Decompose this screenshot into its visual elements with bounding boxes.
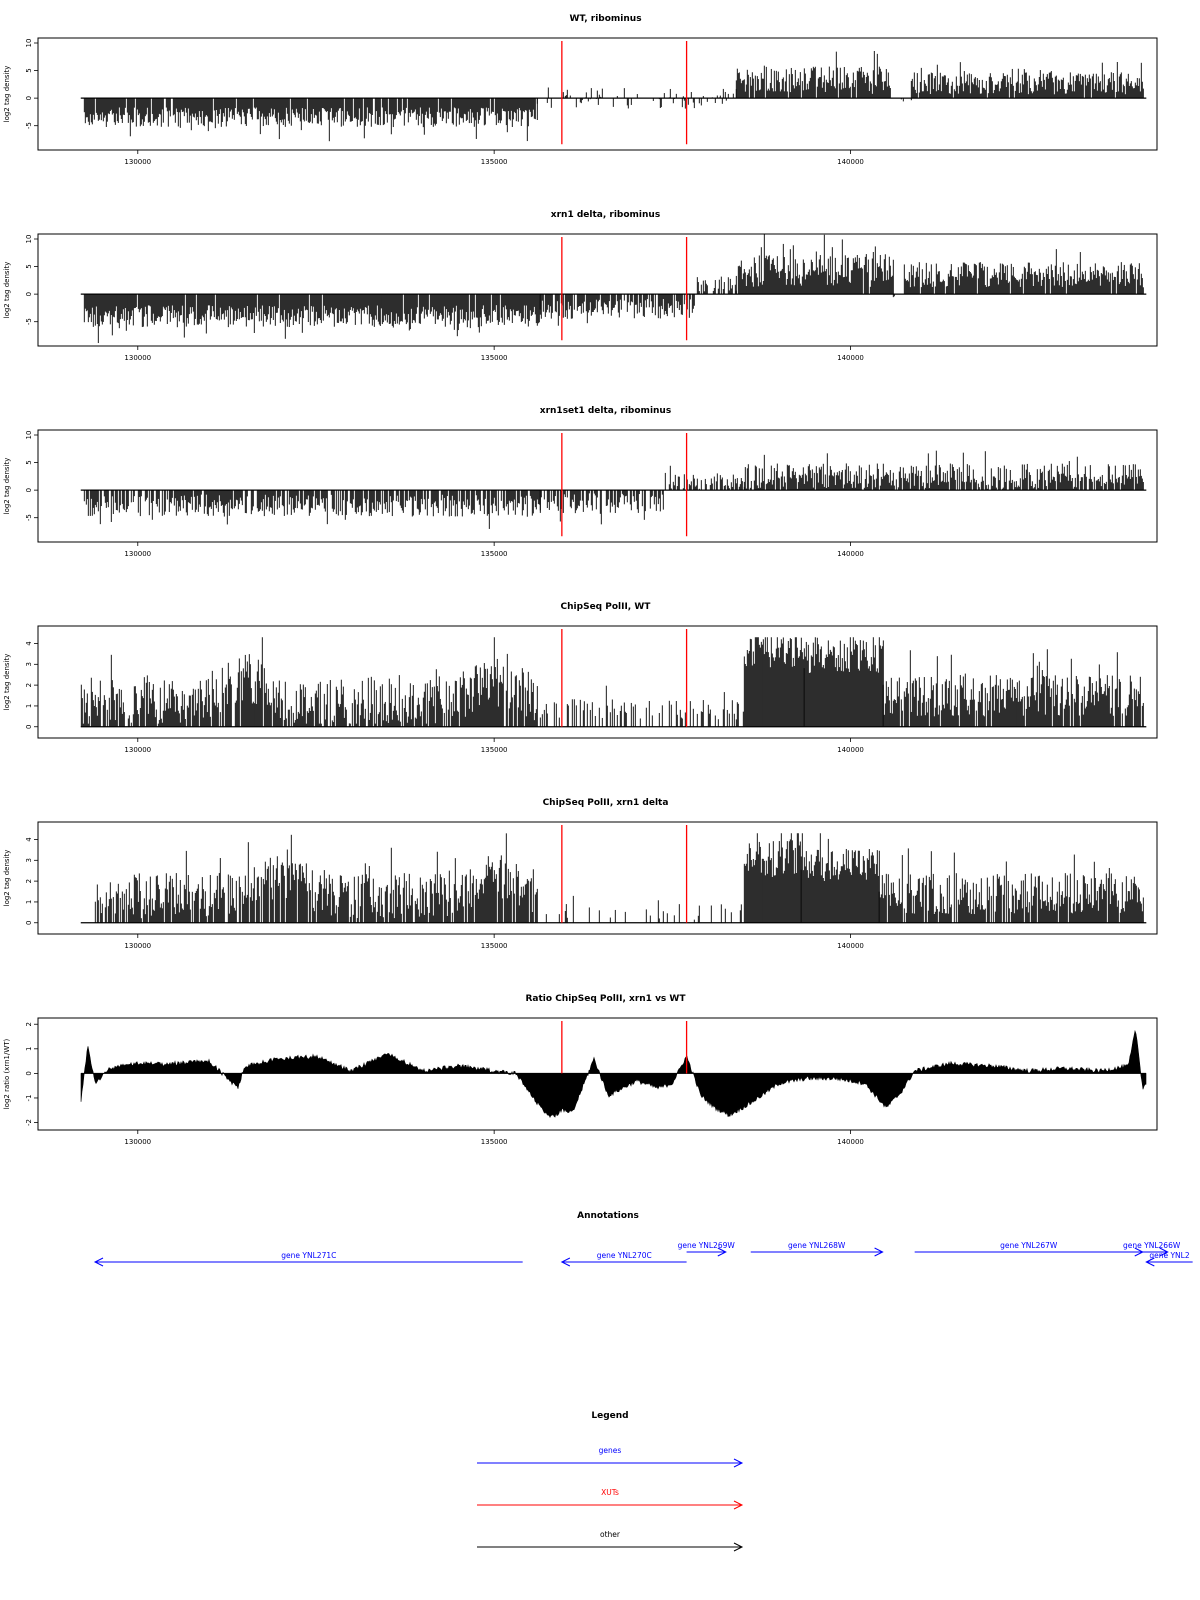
y-tick-label: 0	[25, 291, 33, 297]
y-tick-label: 0	[25, 487, 33, 493]
y-axis-label: log2 tag density	[3, 261, 11, 319]
x-tick-label: 135000	[480, 746, 508, 754]
y-tick-label: 0	[25, 724, 33, 729]
chart-title: WT, ribominus	[569, 14, 642, 24]
legend-item-other	[477, 1530, 742, 1551]
gene-label: gene YNL269W	[677, 1241, 735, 1250]
y-tick-label: 0	[25, 95, 33, 101]
plot-frame	[38, 430, 1157, 542]
x-tick-label: 135000	[480, 942, 508, 950]
ratio-area	[81, 1031, 1146, 1117]
chart-title: xrn1set1 delta, ribominus	[539, 406, 672, 416]
y-tick-label: -5	[25, 514, 33, 522]
y-axis-label: log2 tag density	[3, 849, 11, 907]
chart-panel-4	[3, 602, 1157, 754]
gene-label: gene YNL2	[1149, 1251, 1190, 1260]
gene-annotation	[915, 1241, 1143, 1256]
y-tick-label: 2	[25, 878, 33, 884]
x-tick-label: 135000	[480, 354, 508, 362]
y-axis-label: log2 ratio (xrn1/WT)	[3, 1038, 11, 1110]
y-tick-label: 2	[25, 682, 33, 688]
legend-label: genes	[598, 1446, 622, 1455]
gene-label: gene YNL267W	[1000, 1241, 1058, 1250]
x-tick-label: 140000	[837, 158, 864, 166]
chart-title: ChipSeq PolII, WT	[560, 602, 651, 612]
x-tick-label: 130000	[124, 158, 152, 166]
y-tick-label: 4	[25, 641, 33, 646]
y-tick-label: 3	[25, 662, 33, 667]
y-tick-label: 5	[25, 264, 33, 269]
y-tick-label: -5	[25, 122, 33, 130]
x-tick-label: 135000	[480, 1138, 508, 1146]
x-tick-label: 130000	[124, 1138, 152, 1146]
y-tick-label: 1	[25, 703, 33, 709]
y-tick-label: -5	[25, 318, 33, 326]
x-tick-label: 135000	[480, 550, 508, 558]
chart-panel-6	[3, 994, 1157, 1146]
y-tick-label: 10	[25, 38, 33, 48]
x-tick-label: 140000	[837, 1138, 864, 1146]
y-axis-label: log2 tag density	[3, 653, 11, 711]
gene-annotation	[1146, 1251, 1192, 1266]
data-series	[81, 629, 1147, 727]
y-tick-label: -1	[25, 1094, 33, 1102]
y-tick-label: 10	[25, 430, 33, 440]
gene-annotation	[562, 1251, 687, 1266]
chart-title: ChipSeq PolII, xrn1 delta	[542, 798, 669, 808]
y-tick-label: 5	[25, 68, 33, 73]
y-tick-label: 5	[25, 460, 33, 465]
data-series	[81, 41, 1147, 144]
plot-frame	[38, 1018, 1157, 1130]
chart-panel-3	[3, 406, 1157, 558]
x-tick-label: 130000	[124, 354, 152, 362]
y-tick-label: 4	[25, 837, 33, 842]
legend-label: XUTs	[601, 1488, 619, 1497]
x-tick-label: 140000	[837, 354, 864, 362]
gene-label: gene YNL266W	[1123, 1241, 1181, 1250]
y-tick-label: 3	[25, 858, 33, 863]
legend-item-genes	[477, 1446, 742, 1467]
y-tick-label: 0	[25, 920, 33, 925]
chart-panel-1	[3, 14, 1157, 166]
annotations-title: Annotations	[577, 1211, 639, 1221]
gene-label: gene YNL271C	[281, 1251, 337, 1260]
y-axis-label: log2 tag density	[3, 65, 11, 123]
gene-label: gene YNL268W	[788, 1241, 846, 1250]
legend-label: other	[600, 1530, 620, 1539]
x-tick-label: 140000	[837, 746, 864, 754]
x-tick-label: 135000	[480, 158, 508, 166]
data-series	[81, 1021, 1146, 1117]
gene-annotation	[678, 1241, 736, 1256]
y-tick-label: 1	[25, 1046, 33, 1052]
y-tick-label: 2	[25, 1021, 33, 1027]
gene-annotation	[751, 1241, 883, 1256]
data-series	[81, 234, 1147, 343]
data-series	[81, 825, 1147, 923]
y-tick-label: -2	[25, 1119, 33, 1127]
y-tick-label: 10	[25, 234, 33, 244]
chart-panel-5	[3, 798, 1157, 950]
x-tick-label: 130000	[124, 550, 152, 558]
gene-label: gene YNL270C	[596, 1251, 652, 1260]
x-tick-label: 140000	[837, 942, 864, 950]
x-tick-label: 130000	[124, 746, 152, 754]
legend	[477, 1411, 742, 1551]
y-tick-label: 0	[25, 1071, 33, 1076]
chart-title: Ratio ChipSeq PolII, xrn1 vs WT	[525, 994, 686, 1004]
data-series	[81, 433, 1147, 536]
chart-title: xrn1 delta, ribominus	[550, 210, 661, 220]
annotations-track	[95, 1211, 1193, 1266]
x-tick-label: 130000	[124, 942, 152, 950]
y-tick-label: 1	[25, 899, 33, 905]
gene-annotation	[95, 1251, 523, 1266]
legend-title: Legend	[591, 1411, 629, 1421]
chart-panel-2	[3, 210, 1157, 362]
y-axis-label: log2 tag density	[3, 457, 11, 515]
x-tick-label: 140000	[837, 550, 864, 558]
legend-item-xuts	[477, 1488, 742, 1509]
